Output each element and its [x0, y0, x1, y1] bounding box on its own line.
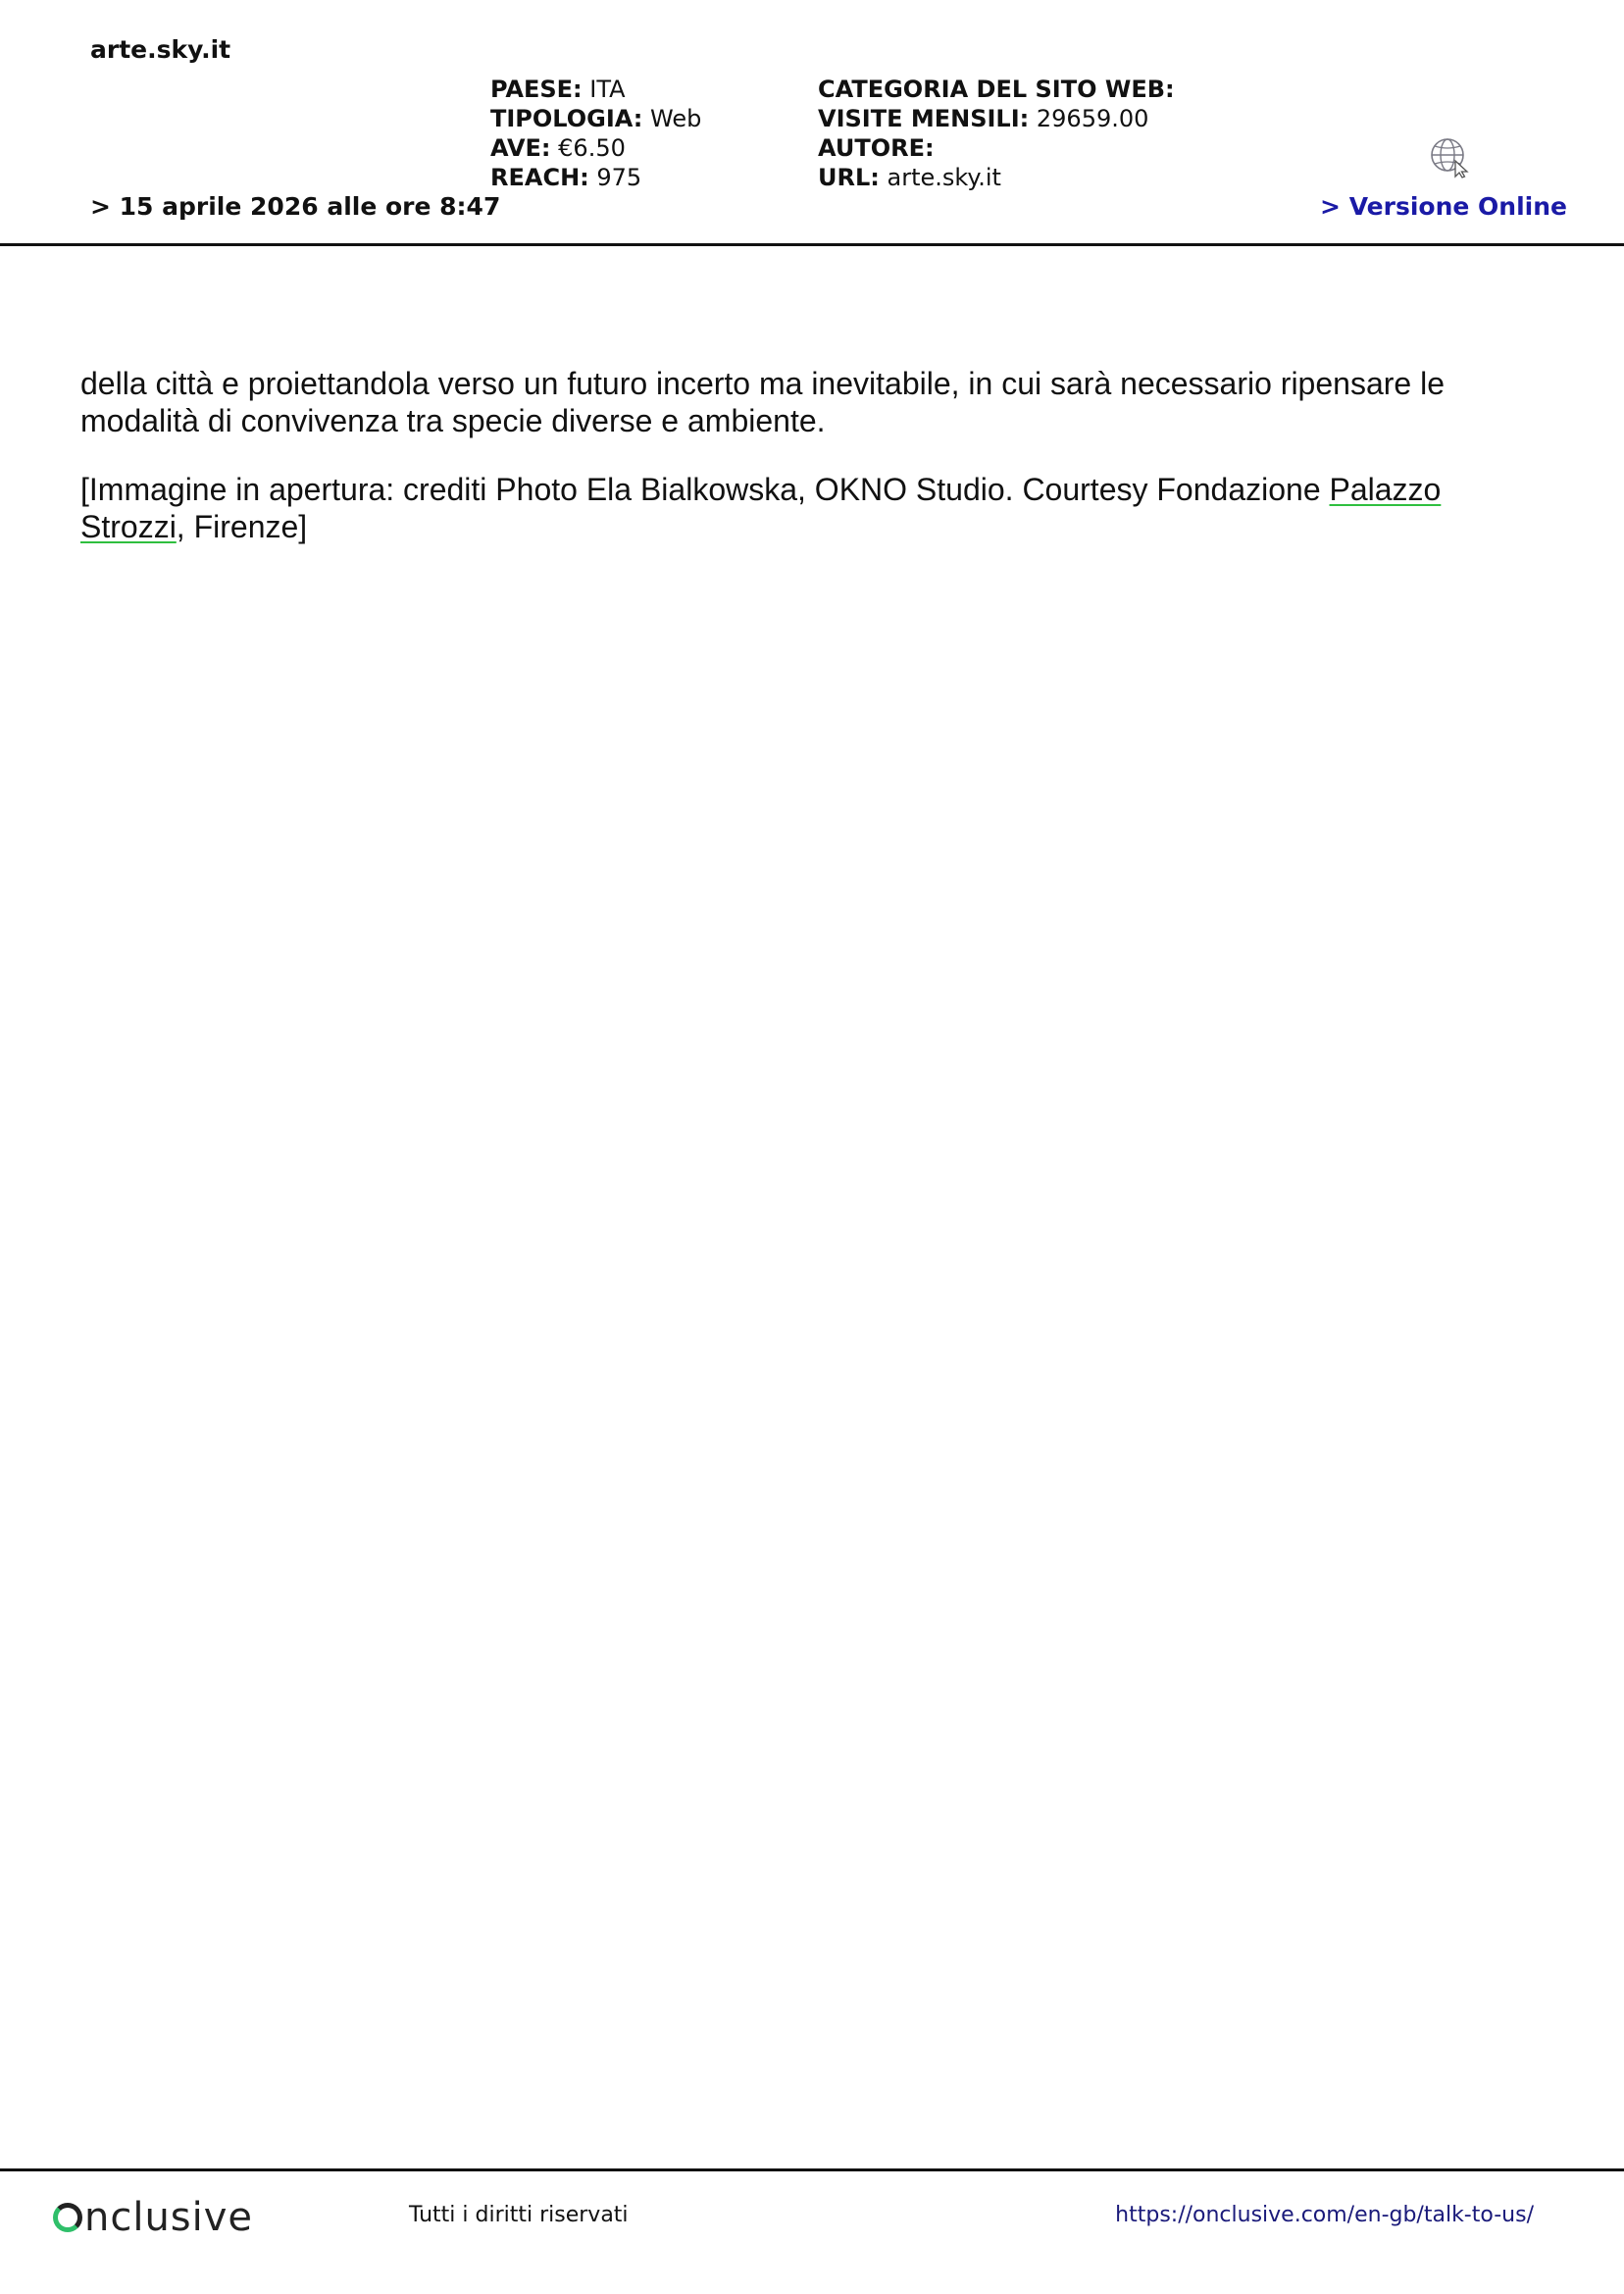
contact-url-link[interactable]: https://onclusive.com/en-gb/talk-to-us/	[1115, 2203, 1534, 2227]
meta-country	[490, 75, 701, 104]
online-version-link[interactable]: > Versione Online	[1320, 192, 1567, 221]
meta-key: URL:	[818, 164, 880, 191]
palazzo-strozzi-link[interactable]: Palazzo Strozzi	[80, 472, 1442, 544]
meta-author	[818, 133, 1175, 163]
meta-key: REACH:	[490, 164, 589, 191]
meta-value: €6.50	[558, 134, 626, 162]
meta-key: CATEGORIA DEL SITO WEB:	[818, 76, 1175, 103]
rights-notice: Tutti i diritti riservati	[409, 2203, 629, 2227]
logo-ring-icon	[53, 2203, 82, 2232]
source-name: arte.sky.it	[90, 35, 231, 64]
meta-key: AUTORE:	[818, 134, 935, 162]
meta-value: arte.sky.it	[887, 164, 1001, 191]
meta-key: TIPOLOGIA:	[490, 105, 643, 132]
meta-key: VISITE MENSILI:	[818, 105, 1030, 132]
meta-ave	[490, 133, 701, 163]
meta-url	[818, 163, 1175, 192]
meta-reach	[490, 163, 701, 192]
credit-text: [Immagine in apertura: crediti Photo Ela Bialkowska, OKNO Studio. Courtesy Fondazione	[80, 472, 1330, 507]
globe-cursor-icon[interactable]	[1428, 135, 1471, 178]
meta-value: Web	[650, 105, 702, 132]
meta-value: 29659.00	[1036, 105, 1149, 132]
onclusive-logo	[53, 2193, 253, 2242]
header-divider	[0, 243, 1624, 246]
meta-category	[818, 75, 1175, 104]
meta-right-column	[818, 75, 1175, 192]
meta-type	[490, 104, 701, 133]
meta-monthly-visits	[818, 104, 1175, 133]
footer-divider	[0, 2168, 1624, 2171]
logo-wordmark: nclusive	[84, 2195, 254, 2240]
meta-left-column	[490, 75, 701, 192]
meta-value: ITA	[589, 76, 626, 103]
publication-date: > 15 aprile 2026 alle ore 8:47	[90, 192, 501, 221]
credit-text-end: , Firenze]	[176, 509, 308, 544]
article-body	[80, 365, 1551, 577]
meta-value: 975	[596, 164, 642, 191]
image-credit-paragraph	[80, 471, 1551, 545]
meta-key: PAESE:	[490, 76, 583, 103]
article-paragraph: della città e proiettandola verso un futuro incerto ma inevitabile, in cui sarà necessario ripensare le modalità di convivenza tra specie diverse e ambiente.	[80, 366, 1445, 438]
meta-key: AVE:	[490, 134, 551, 162]
